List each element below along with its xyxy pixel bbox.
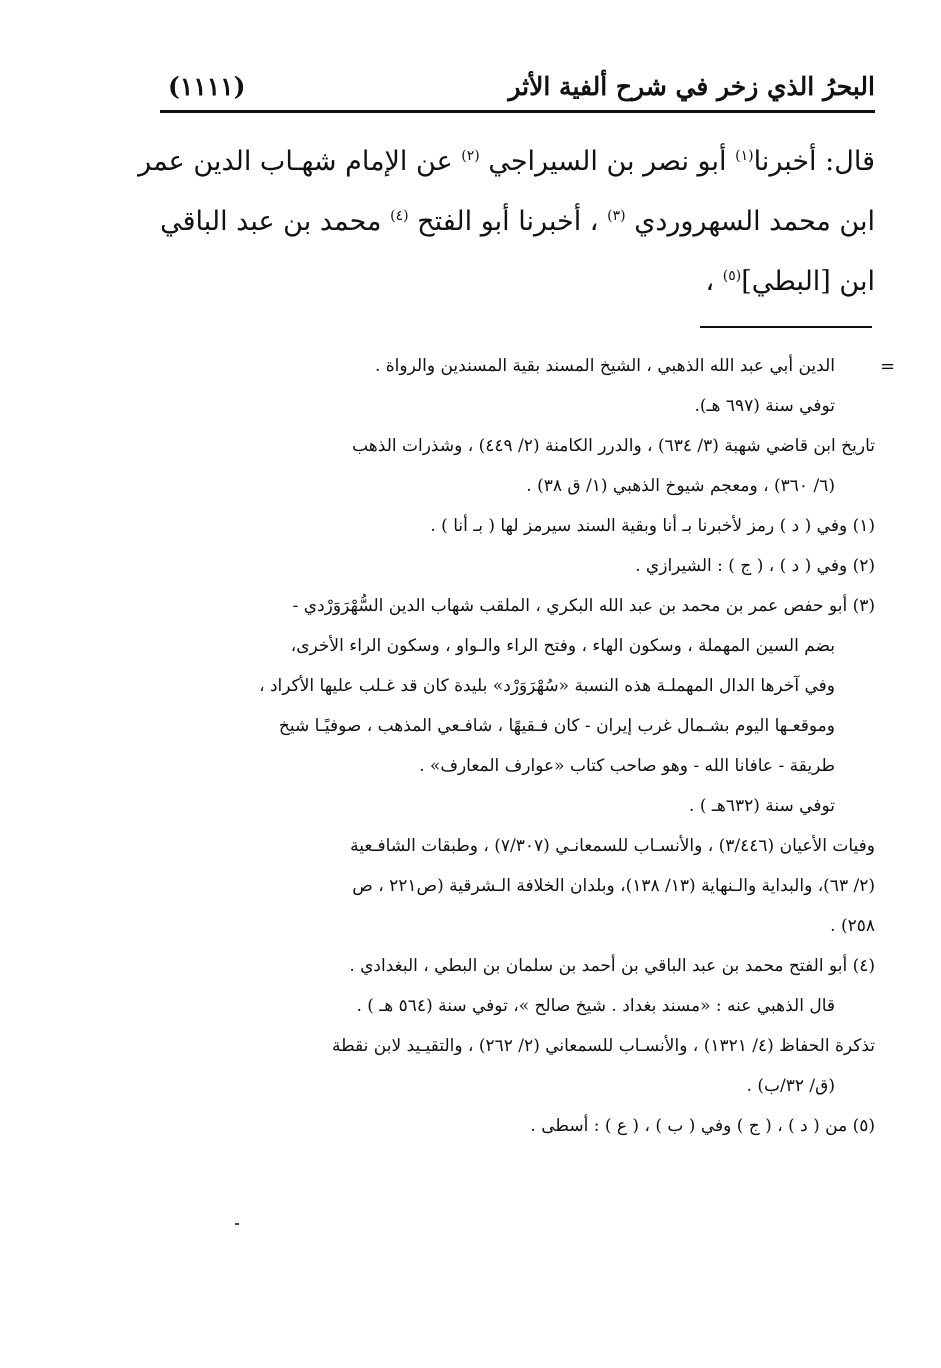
footnote-ref-3[interactable]: (٣) [607,208,626,224]
footnote-ref-5[interactable]: (٥) [722,268,742,284]
footnote-4-line: تذكرة الحفاظ (٤/ ١٣٢١) ، والأنسـاب للسمعاني (٢/ ٢٦٢) ، والتقيـيد لابن نقطة [332,1036,875,1056]
footnote-3-line: وفيات الأعيان (٣/٤٤٦) ، والأنسـاب للسمعانـي (٧/٣٠٧) ، وطبقات الشافـعية [350,836,875,856]
book-title: البحرُ الذي زخر في شرح ألفية الأثر [508,72,875,101]
footnote-5: (٥) من ( د ) ، ( ج ) وفي ( ب ) ، ( ع ) : أسطى . [530,1116,875,1136]
running-header [160,68,875,108]
footnote-3-line: وفي آخرها الدال المهملـة هذه النسبة «سُهْرَوَرْد» بليدة كان قد غـلب عليها الأكراد ، [259,676,835,696]
main-text [138,132,875,312]
main-line-2: ابن محمد السهروردي $^{(٣)}$ ، أخبرنا أبو الفتح $^{(٤)}$ محمد بن عبد الباقي [160,206,875,237]
footnote-3-line: بضم السين المهملة ، وسكون الهاء ، وفتح الراء والـواو ، وسكون الراء الأخرى، [290,636,835,656]
footnote-3-line: ٢٥٨) . [830,916,875,936]
footnote-2: (٢) وفي ( د ) ، ( ج ) : الشيرازي . [635,556,875,576]
footnote-3-line: (٢/ ٦٣)، والبداية والـنهاية (١٣/ ١٣٨)، وبلدان الخلافة الـشرقية (ص٢٢١ ، ص [352,876,875,896]
footnotes [160,346,875,1146]
footnote-1: (١) وفي ( د ) رمز لأخبرنا بـ أنا وبقية السند سيرمز لها ( بـ أنا ) . [430,516,875,536]
footnote-ref-2[interactable]: (٢) [461,148,480,164]
footnote-3: (٣) أبو حفص عمر بن محمد بن عبد الله البكري ، الملقب شهاب الدين السُّهْرَوَرْدي - [292,596,875,616]
footnote-4-line: (ق/ ٣٢/ب) . [746,1076,835,1096]
main-line-3: ابن [البطي]$^{(٥)}$ ، [705,266,875,297]
footnote-separator [700,326,872,328]
footnote-continuation-line: الدين أبي عبد الله الذهبي ، الشيخ المسند بقية المسندين والرواة . [374,356,835,376]
footnote-4-line: قال الذهبي عنه : «مسند بغداد . شيخ صالح »، توفي سنة (٥٦٤ هـ ) . [356,996,835,1016]
footnote-ref-4[interactable]: (٤) [390,208,409,224]
footnote-continuation-line: (٦/ ٣٦٠) ، ومعجم شيوخ الذهبي (١/ ق ٣٨) . [526,476,835,496]
footnote-3-line: طريقة - عافانا الله - وهو صاحب كتاب «عوارف المعارف» . [419,756,835,776]
footnote-3-line: وموقعـها اليوم بشـمال غرب إيران - كان فـقيهًا ، شافـعي المذهب ، صوفيًـا شيخ [278,716,835,736]
footnote-continuation-line: تاريخ ابن قاضي شهبة (٣/ ٦٣٤) ، والدرر الكامنة (٢/ ٤٤٩) ، وشذرات الذهب [352,436,875,456]
footnote-3-line: توفي سنة (٦٣٢هـ ) . [689,796,835,816]
continuation-mark: = [880,356,896,377]
header-rule [160,110,875,113]
footnote-ref-1[interactable]: (١) [735,148,754,164]
page-number: (١١١١) [168,72,246,101]
stray-mark [235,1223,239,1225]
footnote-4: (٤) أبو الفتح محمد بن عبد الباقي بن أحمد بن سلمان بن البطي ، البغدادي . [349,956,875,976]
main-line-1: قال: أخبرنا$^{(١)}$ أبو نصر بن السيراجي $^{(٢)}$ عن الإمام شهـاب الدين عمر [138,146,875,177]
footnote-continuation-line: توفي سنة (٦٩٧ هـ). [694,396,835,416]
